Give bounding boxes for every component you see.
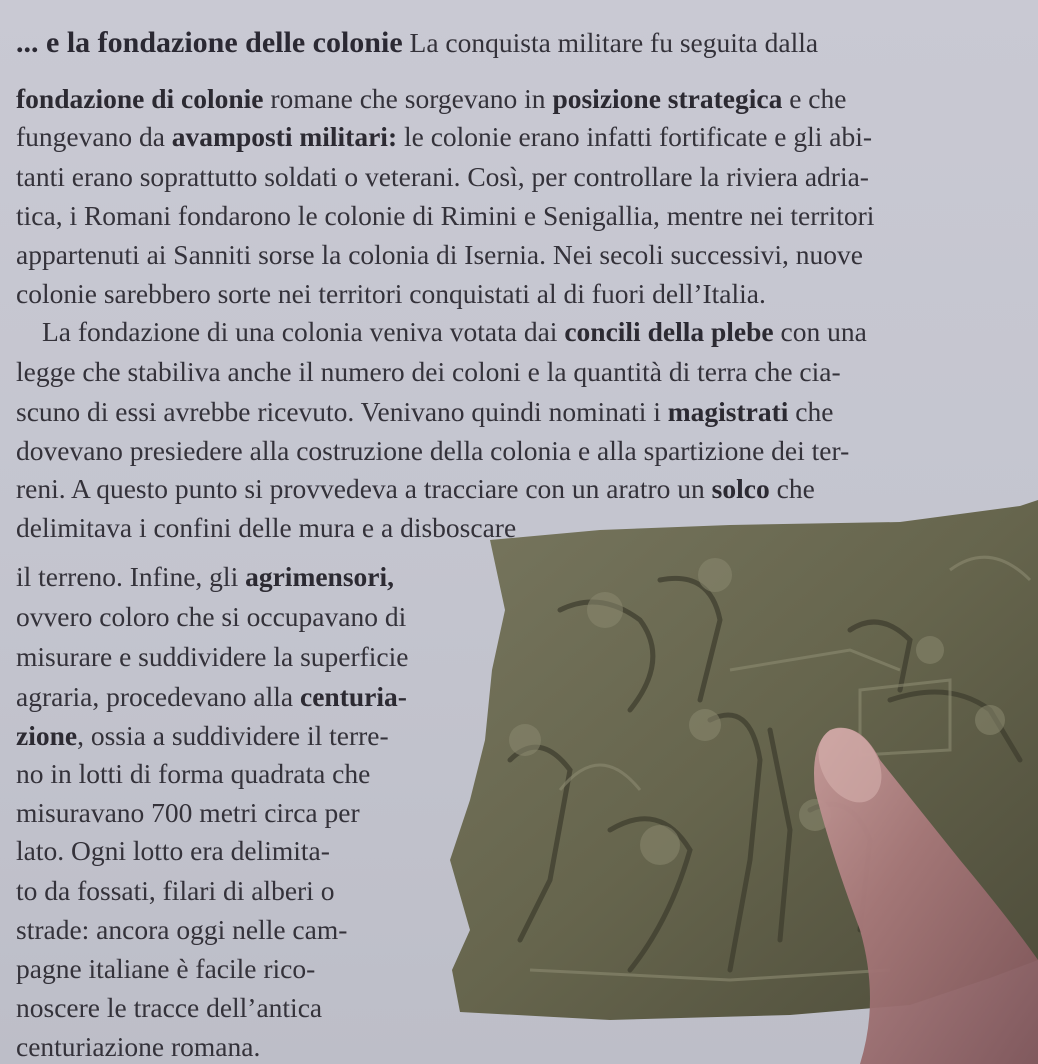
roman-relief-image xyxy=(430,500,1038,1030)
text-line-3: fungevano da avamposti militari: le colonie erano infatti fortificate e gli abi- xyxy=(16,121,873,152)
text-line-8: La fondazione di una colonia veniva votata dai concili della plebe con una xyxy=(42,316,867,347)
text-line-25: noscere le tracce dell’antica xyxy=(16,992,323,1023)
text-line-7: colonie sarebbero sorte nei territori conquistati al di fuori dell’Italia. xyxy=(16,278,766,309)
text-line-24: pagne italiane è facile rico- xyxy=(16,953,316,984)
text-line-17: agraria, procedevano alla centuria- xyxy=(16,681,407,712)
text-line-19: no in lotti di forma quadrata che xyxy=(16,758,371,789)
text-line-1: ... e la fondazione delle colonie La conquista militare fu seguita dalla xyxy=(16,26,819,59)
text-line-16: misurare e suddividere la superficie xyxy=(16,641,409,672)
text-line-18: zione, ossia a suddividere il terre- xyxy=(16,720,389,751)
text-line-26: centuriazione romana. xyxy=(16,1031,261,1062)
text-line-9: legge che stabiliva anche il numero dei coloni e la quantità di terra che cia- xyxy=(16,356,841,387)
text-line-2: fondazione di colonie romane che sorgevano in posizione strategica e che xyxy=(16,83,847,114)
text-line-5: tica, i Romani fondarono le colonie di Rimini e Senigallia, mentre nei territori xyxy=(16,200,875,231)
text-line-4: tanti erano soprattutto soldati o veterani. Così, per controllare la riviera adria- xyxy=(16,161,869,192)
text-line-23: strade: ancora oggi nelle cam- xyxy=(16,914,348,945)
text-line-10: scuno di essi avrebbe ricevuto. Venivano quindi nominati i magistrati che xyxy=(16,396,834,427)
text-line-14: il terreno. Infine, gli agrimensori, xyxy=(16,561,395,592)
text-line-21: lato. Ogni lotto era delimita- xyxy=(16,835,330,866)
section-heading: ... e la fondazione delle colonie xyxy=(16,26,403,59)
text-line-20: misuravano 700 metri circa per xyxy=(16,797,360,828)
text-line-12: reni. A questo punto si provvedeva a tracciare con un aratro un solco che xyxy=(16,473,815,504)
text-line-6: appartenuti ai Sanniti sorse la colonia di Isernia. Nei secoli successivi, nuove xyxy=(16,239,863,270)
text-line-22: to da fossati, filari di alberi o xyxy=(16,875,335,906)
text-line-11: dovevano presiedere alla costruzione della colonia e alla spartizione dei ter- xyxy=(16,435,850,466)
text-line-13: delimitava i confini delle mura e a disboscare xyxy=(16,512,517,543)
text-line-15: ovvero coloro che si occupavano di xyxy=(16,601,407,632)
